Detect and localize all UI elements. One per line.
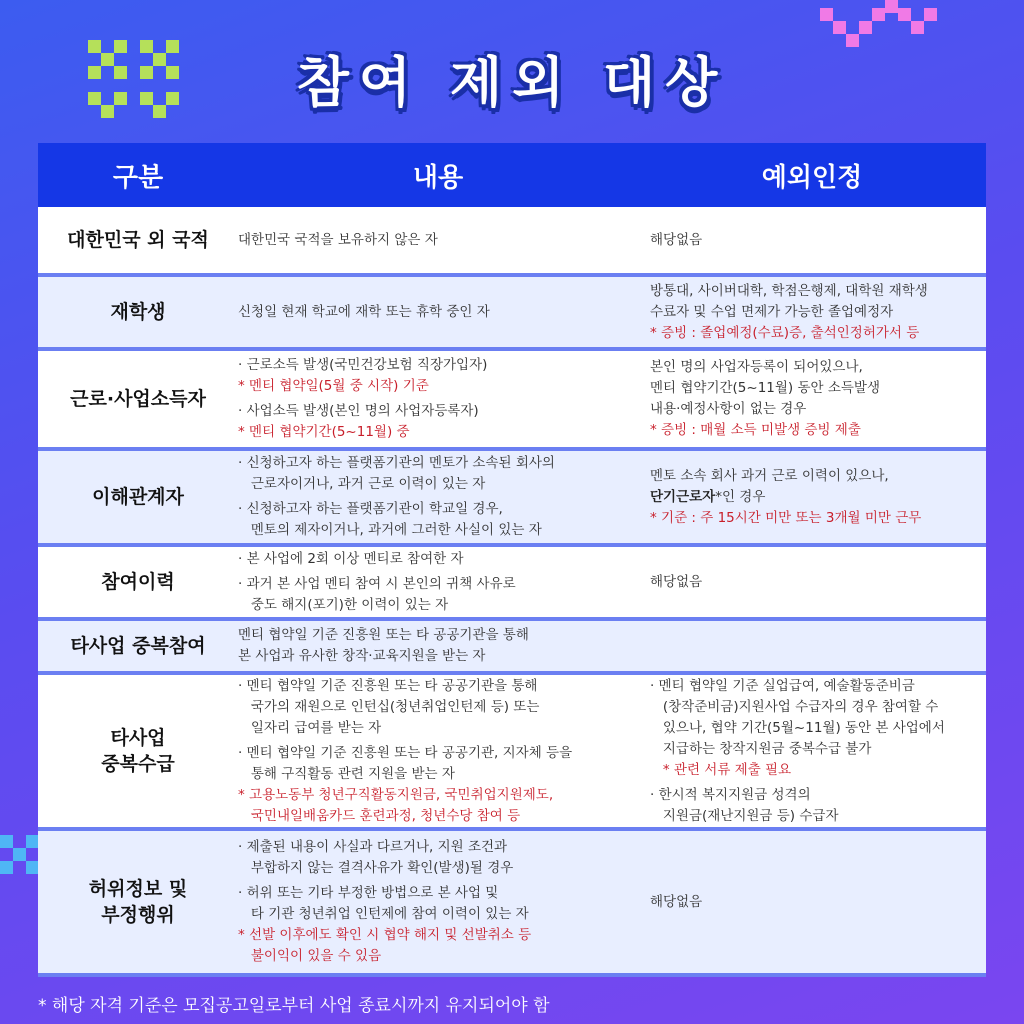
row-content <box>238 275 638 349</box>
content-line: 멘토의 제자이거나, 과거에 그러한 사실이 있는 자 <box>238 522 542 538</box>
content-line: · 근로소득 발생(국민건강보험 직장가입자) <box>238 357 488 373</box>
row-exception <box>638 207 986 275</box>
row-exception <box>638 449 986 545</box>
note-text: * 관련 서류 제출 필요 <box>650 761 792 778</box>
category-label: 근로·사업소득자 <box>70 388 206 410</box>
row-category <box>38 673 238 829</box>
content-line: 일자리 급여를 받는 자 <box>238 719 382 736</box>
content-line: 국가의 재원으로 인턴십(청년취업인턴제 등) 또는 <box>238 698 540 715</box>
row-content <box>238 829 638 975</box>
row-category <box>38 545 238 619</box>
table-row <box>38 275 986 349</box>
row-content <box>238 545 638 619</box>
content-line: 해당없음 <box>650 573 703 590</box>
row-exception <box>638 829 986 975</box>
category-label: 중복수급 <box>101 753 175 775</box>
content-line: 본인 명의 사업자등록이 되어있으나, <box>650 359 863 375</box>
content-line: 본 사업과 유사한 창작·교육지원을 받는 자 <box>238 648 486 664</box>
table-header-row <box>38 143 986 207</box>
note-text: * 증빙 : 졸업예정(수료)증, 출석인정허가서 등 <box>650 324 920 341</box>
note-text: * 멘티 협약일(5월 중 시작) 기준 <box>238 378 429 394</box>
content-line: 멘티 협약일 기준 진흥원 또는 타 공공기관을 통해 <box>238 627 529 643</box>
row-category <box>38 275 238 349</box>
note-text: * 선발 이후에도 확인 시 협약 해지 및 선발취소 등 <box>238 927 532 943</box>
row-content <box>238 619 638 673</box>
content-line: 중도 해지(포기)한 이력이 있는 자 <box>238 596 449 613</box>
row-content <box>238 349 638 449</box>
content-line: · 한시적 복지지원금 성격의 <box>650 786 811 803</box>
row-content <box>238 449 638 545</box>
content-line: · 과거 본 사업 멘티 참여 시 본인의 귀책 사유로 <box>238 575 516 592</box>
note-text: * 고용노동부 청년구직활동지원금, 국민취업지원제도, <box>238 786 554 803</box>
row-category <box>38 829 238 975</box>
category-label: 재학생 <box>110 301 166 323</box>
content-line: (창작준비금)지원사업 수급자의 경우 참여할 수 <box>650 698 939 715</box>
content-line: 부합하지 않는 결격사유가 확인(발생)될 경우 <box>238 860 514 876</box>
row-exception <box>638 673 986 829</box>
note-text: 국민내일배움카드 훈련과정, 청년수당 참여 등 <box>238 807 521 824</box>
table-row <box>38 829 986 975</box>
row-content <box>238 673 638 829</box>
emphasis-text: 단기근로자 <box>650 488 716 505</box>
category-label: 이해관계자 <box>92 486 184 508</box>
content-line: 근로자이거나, 과거 근로 이력이 있는 자 <box>238 476 486 492</box>
content-line: · 본 사업에 2회 이상 멘티로 참여한 자 <box>238 550 464 567</box>
content-line: 단기근로자*인 경우 <box>650 488 766 505</box>
note-text: * 멘티 협약기간(5~11월) 중 <box>238 424 410 440</box>
category-label: 허위정보 및 <box>88 878 188 900</box>
exclusion-table <box>38 143 986 977</box>
content-line: · 멘티 협약일 기준 진흥원 또는 타 공공기관을 통해 <box>238 677 538 694</box>
header-exception: 예외인정 <box>638 143 986 207</box>
row-content <box>238 207 638 275</box>
content-line: 대한민국 국적을 보유하지 않은 자 <box>238 231 438 248</box>
content-line: 해당없음 <box>650 231 703 248</box>
row-category <box>38 349 238 449</box>
content-line: · 사업소득 발생(본인 명의 사업자등록자) <box>238 403 479 419</box>
content-line: 타 기관 청년취업 인턴제에 참여 이력이 있는 자 <box>238 906 529 922</box>
table-row <box>38 619 986 673</box>
content-line: 멘티 협약기간(5~11월) 동안 소득발생 <box>650 380 881 396</box>
content-line: · 신청하고자 하는 플랫폼기관이 학교일 경우, <box>238 501 503 517</box>
row-category <box>38 449 238 545</box>
row-exception <box>638 349 986 449</box>
row-exception <box>638 545 986 619</box>
content-line: 신청일 현재 학교에 재학 또는 휴학 중인 자 <box>238 303 490 320</box>
content-line: 멘토 소속 회사 과거 근로 이력이 있으나, <box>650 467 889 484</box>
category-label: 타사업 <box>110 727 166 749</box>
category-label: 대한민국 외 국적 <box>67 229 209 251</box>
content-line: · 허위 또는 기타 부정한 방법으로 본 사업 및 <box>238 885 499 901</box>
note-text: * 기준 : 주 15시간 미만 또는 3개월 미만 근무 <box>650 509 922 526</box>
content-line: · 제출된 내용이 사실과 다르거나, 지원 조건과 <box>238 839 508 855</box>
row-exception <box>638 619 986 673</box>
row-exception <box>638 275 986 349</box>
note-text: 불이익이 있을 수 있음 <box>238 948 382 964</box>
table-row <box>38 349 986 449</box>
content-line: · 멘티 협약일 기준 진흥원 또는 타 공공기관, 지자체 등을 <box>238 744 573 761</box>
content-line: 지급하는 창작지원금 중복수급 불가 <box>650 740 872 757</box>
table-row <box>38 207 986 275</box>
content-line: 있으나, 협약 기간(5월~11월) 동안 본 사업에서 <box>650 719 945 736</box>
content-line: 내용·예정사항이 없는 경우 <box>650 401 807 417</box>
row-category <box>38 207 238 275</box>
content-line: 해당없음 <box>650 893 703 910</box>
content-line: 통해 구직활동 관련 지원을 받는 자 <box>238 765 455 782</box>
content-line: · 멘티 협약일 기준 실업급여, 예술활동준비금 <box>650 677 915 694</box>
table-row <box>38 545 986 619</box>
content-line: 방통대, 사이버대학, 학점은행제, 대학원 재학생 <box>650 282 928 299</box>
content-line: 지원금(재난지원금 등) 수급자 <box>650 807 839 824</box>
category-label: 타사업 중복참여 <box>70 635 206 657</box>
note-text: * 증빙 : 매월 소득 미발생 증빙 제출 <box>650 422 861 438</box>
page-title: 참여 제외 대상 <box>296 51 728 114</box>
table-row <box>38 673 986 829</box>
footer-note: * 해당 자격 기준은 모집공고일로부터 사업 종료시까지 유지되어야 함 <box>38 996 550 1016</box>
row-category <box>38 619 238 673</box>
content-line: 수료자 및 수업 면제가 가능한 졸업예정자 <box>650 303 894 320</box>
table-row <box>38 449 986 545</box>
header-category: 구분 <box>38 143 238 207</box>
content-line: · 신청하고자 하는 플랫폼기관의 멘토가 소속된 회사의 <box>238 455 555 471</box>
category-label: 참여이력 <box>101 571 175 593</box>
header-content: 내용 <box>238 143 638 207</box>
category-label: 부정행위 <box>101 904 175 926</box>
